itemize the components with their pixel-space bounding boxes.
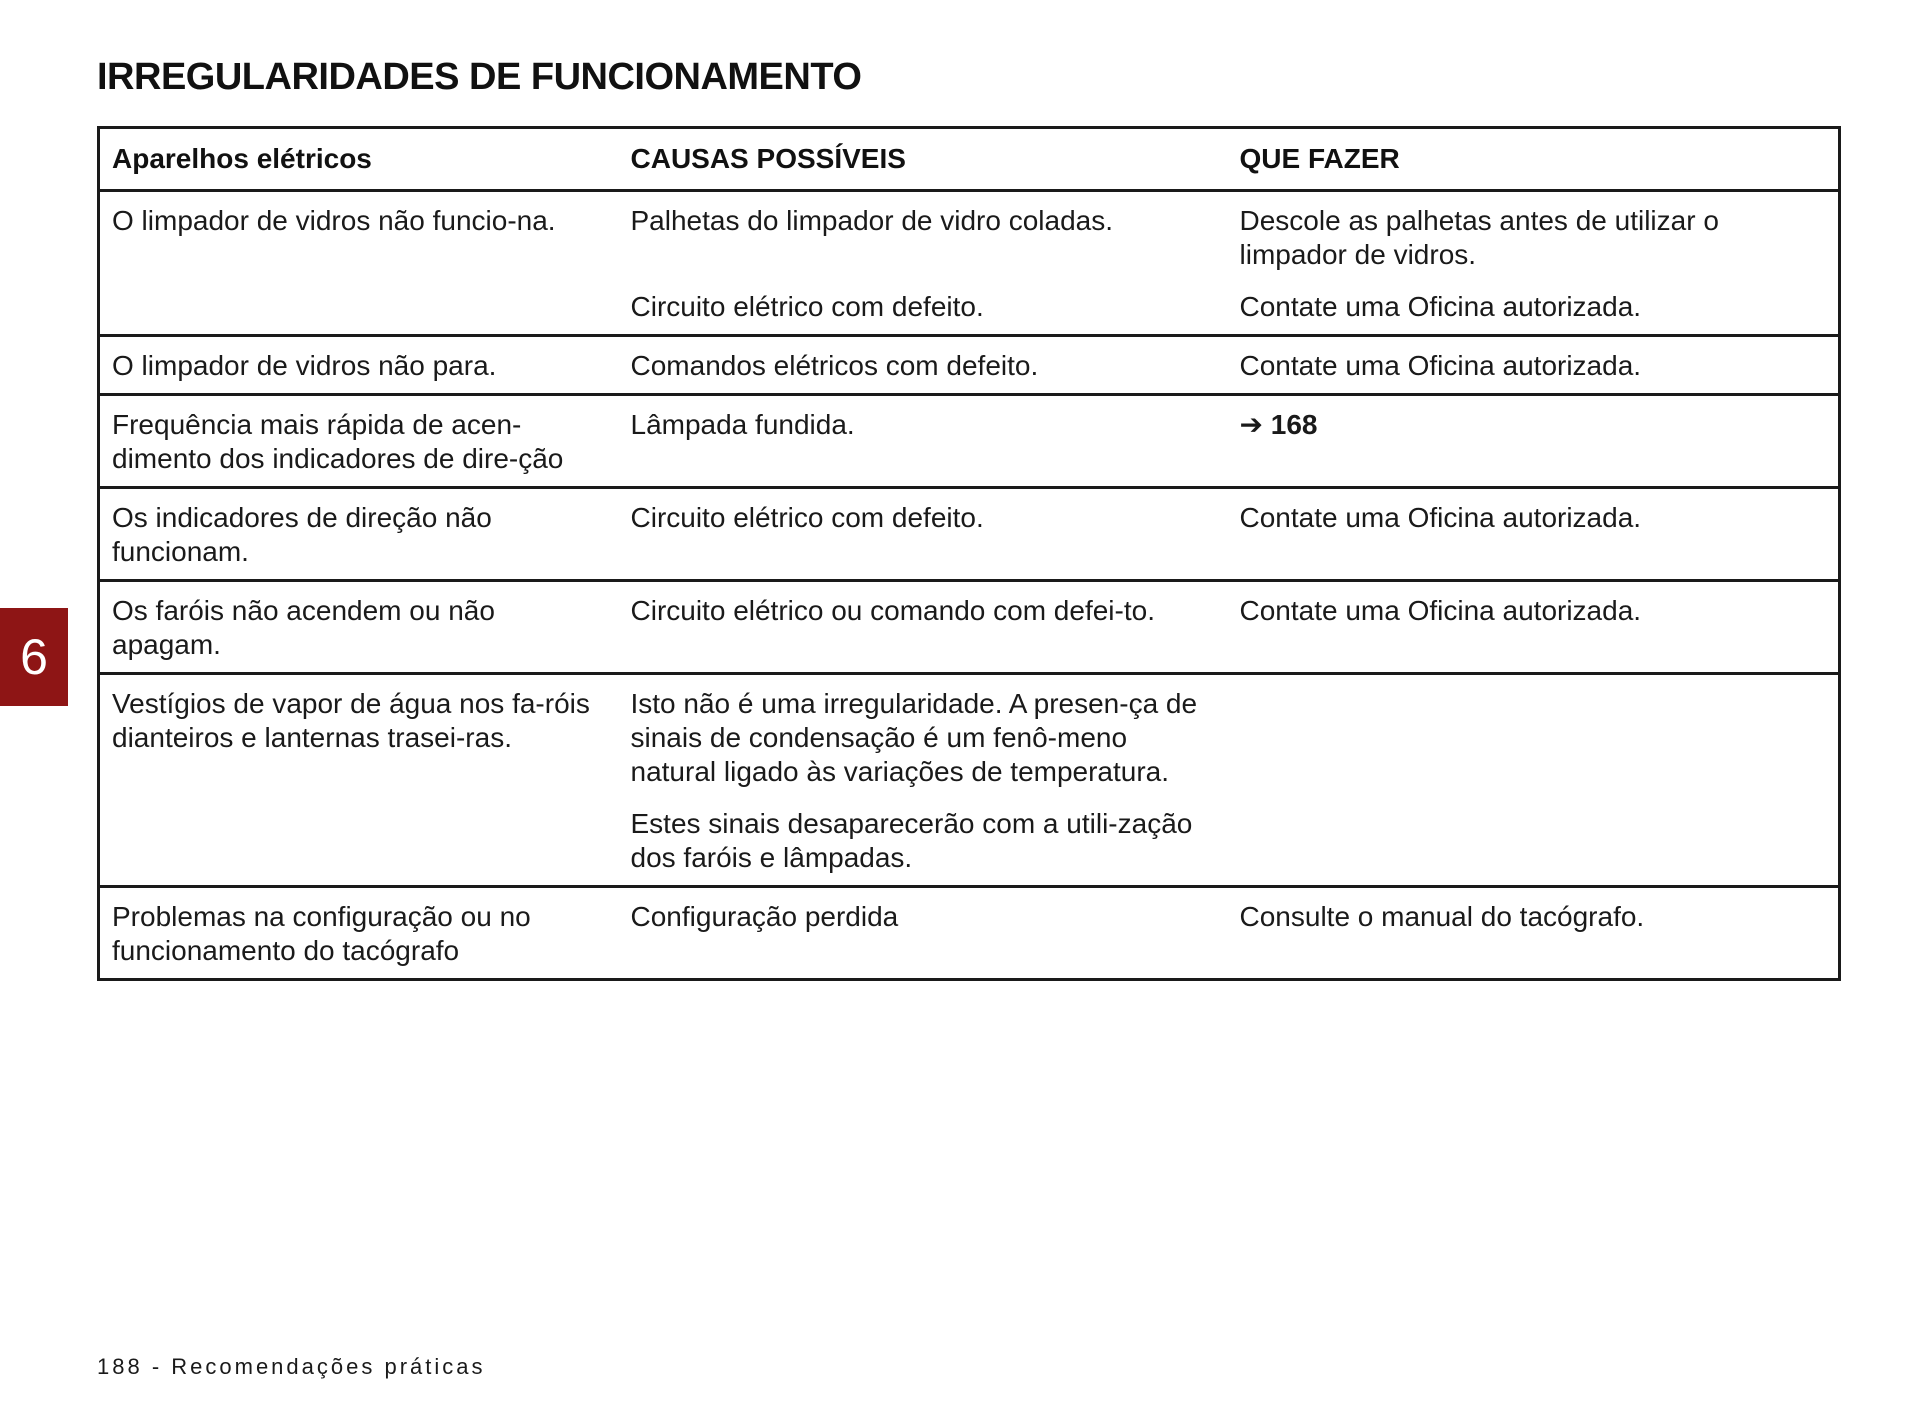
- table-row: [99, 282, 1840, 336]
- table-row: [99, 191, 1840, 283]
- symptom-cell: Frequência mais rápida de acen-dimento dos indicadores de dire-ção: [99, 395, 619, 488]
- table-row: [99, 581, 1840, 674]
- table-header-row: [99, 128, 1840, 191]
- cause-cell: Lâmpada fundida.: [619, 395, 1228, 488]
- column-header-devices: Aparelhos elétricos: [112, 143, 372, 174]
- page-reference-link[interactable]: ➔ 168: [1228, 395, 1840, 488]
- cause-cell: Circuito elétrico ou comando com defei-to.: [619, 581, 1228, 674]
- table-row: [99, 488, 1840, 581]
- page-footer: 188 - Recomendações práticas: [97, 1354, 486, 1379]
- column-header-actions: QUE FAZER: [1239, 143, 1400, 174]
- table-row: [99, 674, 1840, 800]
- action-cell: Contate uma Oficina autorizada.: [1228, 488, 1840, 581]
- symptom-cell: O limpador de vidros não funcio-na.: [99, 191, 619, 283]
- symptom-cell: Problemas na configuração ou no funcionamento do tacógrafo: [99, 887, 619, 980]
- action-cell: Contate uma Oficina autorizada.: [1239, 291, 1642, 322]
- action-cell: Consulte o manual do tacógrafo.: [1228, 887, 1840, 980]
- action-cell: Contate uma Oficina autorizada.: [1228, 581, 1840, 674]
- troubleshooting-table-wrapper: [97, 126, 1838, 981]
- cause-cell: Configuração perdida: [619, 887, 1228, 980]
- action-cell: [1228, 799, 1840, 887]
- cause-cell: Palhetas do limpador de vidro coladas.: [619, 191, 1228, 283]
- symptom-cell: O limpador de vidros não para.: [99, 336, 619, 395]
- chapter-tab[interactable]: 6: [0, 608, 68, 706]
- cause-cell: Circuito elétrico com defeito.: [630, 291, 984, 322]
- cause-cell: Circuito elétrico com defeito.: [619, 488, 1228, 581]
- table-row: [99, 887, 1840, 980]
- table-row: [99, 799, 1840, 887]
- cause-cell: Comandos elétricos com defeito.: [619, 336, 1228, 395]
- cause-cell: Estes sinais desaparecerão com a utili-zação dos faróis e lâmpadas.: [630, 808, 1193, 873]
- symptom-cell: [99, 799, 619, 887]
- column-header-causes: CAUSAS POSSÍVEIS: [630, 143, 906, 174]
- cause-cell: Isto não é uma irregularidade. A presen-ça de sinais de condensação é um fenô-meno natural ligado às variações de temperatura.: [619, 674, 1228, 800]
- table-row: [99, 336, 1840, 395]
- symptom-cell: Os faróis não acendem ou não apagam.: [99, 581, 619, 674]
- action-cell: [1228, 674, 1840, 800]
- page-title: IRREGULARIDADES DE FUNCIONAMENTO: [97, 56, 862, 98]
- symptom-cell: Vestígios de vapor de água nos fa-róis dianteiros e lanternas trasei-ras.: [99, 674, 619, 800]
- action-cell: Descole as palhetas antes de utilizar o limpador de vidros.: [1228, 191, 1840, 283]
- symptom-cell: [99, 282, 619, 336]
- troubleshooting-table: [97, 126, 1841, 981]
- action-cell: Contate uma Oficina autorizada.: [1228, 336, 1840, 395]
- symptom-cell: Os indicadores de direção não funcionam.: [99, 488, 619, 581]
- table-row: [99, 395, 1840, 488]
